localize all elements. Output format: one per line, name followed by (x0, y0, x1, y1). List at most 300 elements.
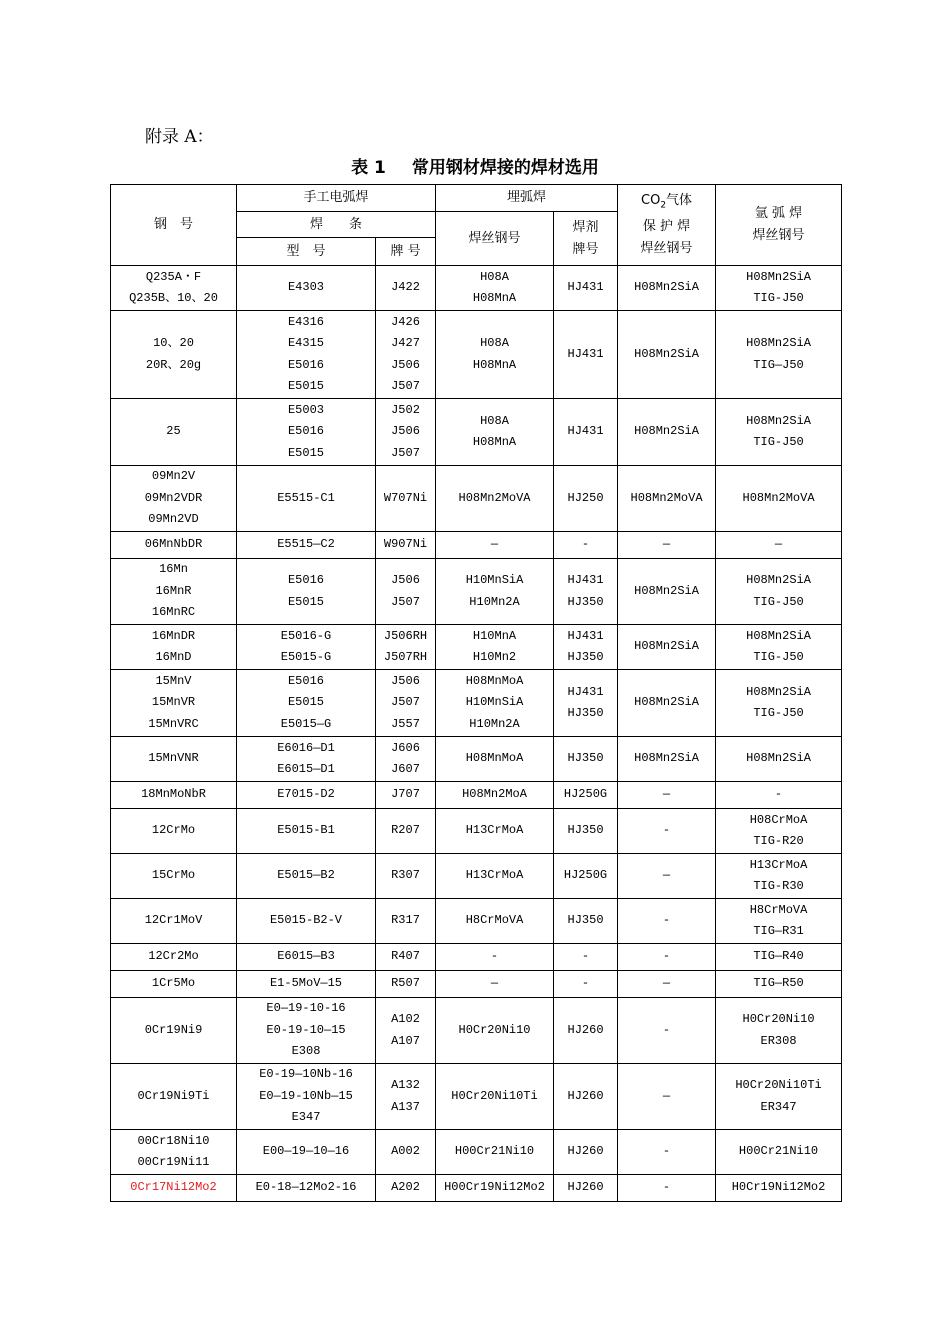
cell-line: 10、20 (153, 336, 194, 350)
cell-saw-wire (436, 899, 554, 944)
cell-steel (111, 1130, 237, 1175)
cell-flux (554, 670, 618, 737)
cell-line: E5015-B2-V (269, 913, 342, 928)
cell-flux (554, 899, 618, 944)
cell-model (237, 1175, 376, 1202)
table-row (111, 1064, 842, 1130)
cell-line: 12Cr1MoV (144, 913, 203, 928)
cell-model (237, 399, 376, 466)
cell-line: J506RH (383, 628, 428, 643)
cell-brand (376, 670, 436, 737)
cell-brand (376, 1130, 436, 1175)
cell-model (237, 670, 376, 737)
cell-line: 0Cr17Ni12Mo2 (130, 1180, 217, 1195)
cell-brand (376, 532, 436, 559)
cell-co2 (618, 854, 716, 899)
cell-co2 (618, 998, 716, 1064)
cell-line: HJ431 (567, 684, 604, 699)
cell-line: E5015 (287, 379, 324, 393)
cell-co2 (618, 809, 716, 854)
cell-line: A102 (391, 1012, 420, 1026)
cell-line: H13CrMoA (465, 868, 524, 883)
cell-line: H8CrMoVA (749, 902, 808, 917)
cell-line: HJ250G (563, 787, 608, 802)
cell-steel (111, 466, 237, 532)
cell-line: 18MnMoNbR (141, 787, 206, 802)
cell-model (237, 998, 376, 1064)
cell-line: E5016 (287, 673, 324, 688)
cell-line: HJ260 (567, 1022, 604, 1037)
table-body (111, 266, 842, 1202)
cell-line: HJ350 (567, 823, 604, 838)
cell-line: R407 (391, 949, 420, 964)
cell-steel (111, 399, 237, 466)
cell-line: 15MnVR (151, 695, 196, 710)
cell-co2 (618, 782, 716, 809)
cell-line: J507 (391, 594, 420, 609)
cell-model (237, 532, 376, 559)
cell-line: 16MnR (155, 583, 192, 598)
cell-brand (376, 466, 436, 532)
cell-line: E1-5MoV—15 (269, 976, 342, 991)
cell-co2 (618, 737, 716, 782)
cell-line: H08MnA (472, 435, 517, 449)
cell-argon (716, 311, 842, 399)
welding-materials-table (110, 184, 842, 1202)
cell-co2 (618, 466, 716, 532)
cell-line: HJ260 (567, 1088, 604, 1103)
cell-brand (376, 559, 436, 625)
cell-line: H08Mn2MoA (462, 787, 527, 802)
cell-line: 15MnV (155, 673, 192, 688)
cell-saw-wire (436, 466, 554, 532)
cell-line: E5016-G (280, 628, 332, 643)
cell-saw-wire (436, 737, 554, 782)
cell-line: TIG—R40 (753, 949, 804, 964)
cell-model (237, 782, 376, 809)
cell-saw-wire (436, 998, 554, 1064)
cell-model (237, 1064, 376, 1130)
cell-model (237, 737, 376, 782)
cell-line: E5003 (287, 402, 324, 417)
cell-line: E347 (291, 1110, 321, 1125)
cell-line: H08Mn2SiA (634, 695, 699, 710)
cell-argon (716, 1130, 842, 1175)
cell-line: A137 (391, 1099, 420, 1114)
cell-line: A202 (391, 1180, 420, 1195)
cell-steel (111, 266, 237, 311)
cell-brand (376, 1175, 436, 1202)
cell-line: HJ350 (567, 751, 604, 766)
cell-line: — (490, 537, 499, 552)
cell-line: H08Mn2MoVA (630, 490, 703, 505)
cell-line: — (662, 1088, 671, 1103)
table-row (111, 266, 842, 311)
cell-saw-wire (436, 559, 554, 625)
cell-line: E5016 (287, 357, 324, 372)
cell-brand (376, 625, 436, 670)
cell-line: H08A (480, 336, 509, 350)
cell-line: R307 (391, 868, 420, 883)
cell-line: 06MnNbDR (144, 537, 203, 552)
cell-co2 (618, 1175, 716, 1202)
cell-steel (111, 532, 237, 559)
header-argon (716, 185, 842, 266)
table-row (111, 899, 842, 944)
cell-line: 16Mn (159, 562, 188, 577)
cell-line: J422 (391, 280, 420, 295)
cell-line: E0-19-10—15 (266, 1022, 346, 1037)
table-row (111, 559, 842, 625)
cell-model (237, 899, 376, 944)
cell-line: J426 (391, 314, 420, 329)
cell-line: E0—19-10Nb—15 (259, 1088, 353, 1103)
cell-line: - (662, 1022, 671, 1037)
cell-line: H08MnA (472, 357, 517, 372)
cell-flux (554, 998, 618, 1064)
cell-argon (716, 971, 842, 998)
table-row (111, 399, 842, 466)
cell-line: H08MnMoA (465, 673, 524, 688)
cell-line: 12CrMo (151, 823, 196, 838)
header-flux (554, 212, 618, 266)
cell-line: HJ431 (567, 280, 604, 295)
cell-line: H08A (480, 269, 509, 284)
cell-argon (716, 899, 842, 944)
cell-model (237, 1130, 376, 1175)
cell-line: 00Cr18Ni10 (137, 1133, 210, 1148)
cell-flux (554, 737, 618, 782)
cell-line: E5015-B1 (277, 823, 335, 838)
cell-line: E7015-D2 (277, 787, 335, 802)
cell-brand (376, 782, 436, 809)
cell-line: ER308 (760, 1033, 797, 1048)
cell-line: R317 (391, 913, 420, 928)
cell-flux (554, 311, 618, 399)
cell-line: H08CrMoA (749, 812, 808, 827)
cell-argon (716, 998, 842, 1064)
cell-line: 1Cr5Mo (151, 976, 196, 991)
cell-brand (376, 399, 436, 466)
cell-model (237, 625, 376, 670)
cell-steel (111, 1064, 237, 1130)
cell-steel (111, 854, 237, 899)
cell-argon (716, 1064, 842, 1130)
cell-line: H10Mn2A (469, 594, 520, 609)
cell-brand (376, 266, 436, 311)
cell-line: E0—19-10-16 (266, 1001, 346, 1016)
table-row (111, 670, 842, 737)
cell-model (237, 809, 376, 854)
cell-steel (111, 625, 237, 670)
cell-line: J506 (391, 357, 420, 372)
cell-co2 (618, 532, 716, 559)
cell-line: TIG—R50 (753, 976, 804, 991)
cell-line: 15MnVNR (148, 751, 199, 766)
table-row (111, 532, 842, 559)
table-title (0, 153, 950, 178)
cell-line: — (662, 787, 671, 802)
cell-line: HJ260 (567, 1144, 604, 1159)
cell-line: J557 (391, 716, 420, 731)
cell-line: E5015 (287, 594, 324, 609)
table-row (111, 737, 842, 782)
cell-flux (554, 532, 618, 559)
cell-line: H08A (480, 413, 509, 428)
cell-brand (376, 899, 436, 944)
cell-line: 20R、20g (145, 357, 202, 372)
cell-line: J507 (391, 445, 420, 460)
cell-line: W707Ni (383, 490, 428, 505)
cell-line: H10Mn2 (472, 650, 517, 664)
table-row (111, 944, 842, 971)
cell-line: 0Cr19Ni9Ti (137, 1088, 210, 1103)
cell-line: HJ250G (563, 868, 608, 883)
cell-line: H00Cr21Ni10 (454, 1144, 535, 1159)
cell-line: E6015—B3 (277, 949, 335, 964)
cell-argon (716, 944, 842, 971)
cell-line: TIG—R31 (753, 924, 804, 938)
cell-line: H08Mn2SiA (634, 280, 699, 295)
cell-saw-wire (436, 1130, 554, 1175)
cell-line: E5016 (287, 573, 324, 587)
cell-brand (376, 737, 436, 782)
header-co2-sub: 2 (660, 200, 667, 211)
cell-line: H08MnA (472, 291, 517, 305)
header-co2 (618, 185, 716, 266)
cell-line: W907Ni (383, 537, 428, 552)
cell-line: HJ431 (567, 628, 604, 643)
cell-co2 (618, 625, 716, 670)
cell-line: - (662, 823, 671, 838)
cell-line: H10MnSiA (465, 573, 524, 587)
cell-steel (111, 809, 237, 854)
cell-saw-wire (436, 809, 554, 854)
cell-model (237, 466, 376, 532)
header-brand: 牌 号 (376, 238, 436, 266)
cell-model (237, 559, 376, 625)
cell-line: H08Mn2SiA (634, 751, 699, 766)
cell-line: J506 (391, 673, 420, 688)
cell-saw-wire (436, 854, 554, 899)
cell-model (237, 311, 376, 399)
cell-flux (554, 559, 618, 625)
cell-steel (111, 998, 237, 1064)
cell-saw-wire (436, 399, 554, 466)
cell-argon (716, 559, 842, 625)
cell-line: R207 (391, 823, 420, 838)
cell-flux (554, 854, 618, 899)
cell-line: H08Mn2SiA (746, 413, 811, 428)
cell-flux (554, 1175, 618, 1202)
cell-line: - (581, 976, 590, 991)
header-saw-wire: 焊丝钢号 (436, 212, 554, 266)
cell-line: 09Mn2VD (148, 512, 199, 527)
cell-line: E6015—D1 (277, 762, 335, 776)
cell-flux (554, 1130, 618, 1175)
appendix-label: 附录 A： (145, 127, 214, 147)
header-co2-suffix: 气体 (666, 192, 693, 208)
cell-co2 (618, 1130, 716, 1175)
cell-argon (716, 670, 842, 737)
cell-line: E5515—C2 (277, 537, 335, 552)
cell-line: H0Cr20Ni10Ti (735, 1078, 822, 1092)
table-row (111, 311, 842, 399)
cell-brand (376, 998, 436, 1064)
cell-line: TIG-R20 (753, 834, 804, 848)
cell-line: J507RH (383, 650, 428, 664)
cell-flux (554, 399, 618, 466)
cell-line: Q235B、10、20 (129, 291, 218, 305)
cell-argon (716, 625, 842, 670)
cell-line: - (581, 949, 590, 964)
cell-line: E5015—B2 (277, 868, 335, 883)
cell-line: H10MnSiA (465, 695, 524, 710)
cell-line: H08Mn2MoVA (742, 490, 815, 505)
table-number: 表 1 (351, 158, 386, 178)
cell-steel (111, 737, 237, 782)
cell-line: - (662, 949, 671, 964)
cell-flux (554, 1064, 618, 1130)
cell-line: TIG-J50 (753, 706, 804, 720)
cell-saw-wire (436, 311, 554, 399)
cell-steel (111, 311, 237, 399)
header-electrode: 焊 条 (237, 212, 436, 238)
cell-line: 0Cr19Ni9 (144, 1022, 203, 1037)
cell-line: H13CrMoA (465, 823, 524, 838)
cell-argon (716, 1175, 842, 1202)
cell-flux (554, 809, 618, 854)
cell-line: H0Cr20Ni10 (458, 1022, 531, 1037)
cell-line: H08Mn2SiA (746, 269, 811, 284)
header-steel: 钢 号 (111, 185, 237, 266)
cell-model (237, 854, 376, 899)
header-submerged-arc: 埋弧焊 (436, 185, 618, 212)
cell-saw-wire (436, 971, 554, 998)
cell-brand (376, 944, 436, 971)
cell-brand (376, 1064, 436, 1130)
cell-co2 (618, 1064, 716, 1130)
cell-line: 00Cr19Ni11 (137, 1155, 210, 1169)
cell-line: HJ431 (567, 346, 604, 361)
cell-argon (716, 782, 842, 809)
cell-line: E4316 (287, 314, 324, 329)
cell-line: J507 (391, 695, 420, 710)
cell-line: J506 (391, 424, 420, 439)
header-co2-prefix: CO (641, 192, 661, 208)
cell-line: TIG-J50 (753, 435, 804, 449)
cell-line: HJ350 (567, 650, 604, 664)
cell-argon (716, 737, 842, 782)
cell-line: J427 (391, 336, 420, 350)
cell-steel (111, 944, 237, 971)
cell-line: H08MnMoA (465, 751, 524, 766)
cell-argon (716, 809, 842, 854)
cell-flux (554, 625, 618, 670)
cell-line: H08Mn2SiA (634, 583, 699, 598)
cell-line: - (581, 537, 590, 552)
table-row (111, 782, 842, 809)
cell-line: H08Mn2SiA (746, 751, 811, 766)
cell-line: - (774, 787, 783, 802)
cell-line: A107 (391, 1033, 420, 1048)
header-argon-line1: 氩 弧 焊 (754, 206, 803, 221)
header-co2-line3: 焊丝钢号 (640, 241, 693, 257)
cell-saw-wire (436, 1064, 554, 1130)
cell-line: TIG-R30 (753, 879, 804, 893)
cell-line: E6016—D1 (277, 740, 335, 755)
cell-line: - (662, 913, 671, 928)
cell-line: - (662, 1144, 671, 1159)
cell-saw-wire (436, 625, 554, 670)
table-row (111, 854, 842, 899)
cell-line: E5015-G (280, 650, 332, 664)
cell-saw-wire (436, 782, 554, 809)
table-row (111, 998, 842, 1064)
cell-line: E00—19—10—16 (262, 1144, 350, 1159)
cell-line: 15MnVRC (148, 716, 199, 731)
cell-line: A002 (391, 1144, 420, 1159)
cell-line: H08Mn2SiA (634, 346, 699, 361)
cell-line: H10MnA (472, 628, 517, 643)
cell-steel (111, 670, 237, 737)
cell-line: H0Cr20Ni10 (742, 1012, 815, 1026)
cell-line: 25 (166, 424, 181, 439)
cell-brand (376, 971, 436, 998)
cell-line: E0-19—10Nb-16 (259, 1067, 353, 1082)
table-row (111, 971, 842, 998)
cell-steel (111, 1175, 237, 1202)
header-co2-line2: 保 护 焊 (642, 219, 691, 235)
cell-argon (716, 532, 842, 559)
cell-line: 16MnDR (151, 628, 196, 643)
cell-line: E5016 (287, 424, 324, 439)
cell-line: H00Cr21Ni10 (738, 1144, 819, 1159)
table-row (111, 625, 842, 670)
cell-co2 (618, 559, 716, 625)
cell-line: — (662, 537, 671, 552)
cell-line: ER347 (760, 1099, 797, 1114)
cell-line: - (662, 1180, 671, 1195)
cell-line: HJ431 (567, 424, 604, 439)
cell-flux (554, 971, 618, 998)
cell-saw-wire (436, 1175, 554, 1202)
table-row (111, 1130, 842, 1175)
cell-line: E5015—G (280, 716, 332, 731)
cell-brand (376, 854, 436, 899)
cell-line: — (662, 868, 671, 883)
cell-flux (554, 466, 618, 532)
cell-co2 (618, 670, 716, 737)
cell-line: 15CrMo (151, 868, 196, 883)
cell-line: 12Cr2Mo (148, 949, 199, 964)
cell-line: E5015 (287, 695, 324, 710)
cell-model (237, 944, 376, 971)
cell-line: - (490, 949, 499, 964)
cell-line: H08Mn2SiA (746, 336, 811, 350)
cell-line: E0-18—12Mo2-16 (255, 1180, 357, 1195)
cell-line: TIG-J50 (753, 291, 804, 305)
cell-flux (554, 944, 618, 971)
header-flux-line1: 焊剂 (572, 219, 599, 235)
cell-steel (111, 559, 237, 625)
cell-line: H0Cr19Ni12Mo2 (731, 1180, 826, 1195)
cell-line: H08Mn2MoVA (458, 490, 531, 505)
cell-line: H10Mn2A (469, 716, 520, 731)
cell-line: J606 (391, 740, 420, 755)
cell-line: H08Mn2SiA (634, 639, 699, 654)
cell-flux (554, 266, 618, 311)
